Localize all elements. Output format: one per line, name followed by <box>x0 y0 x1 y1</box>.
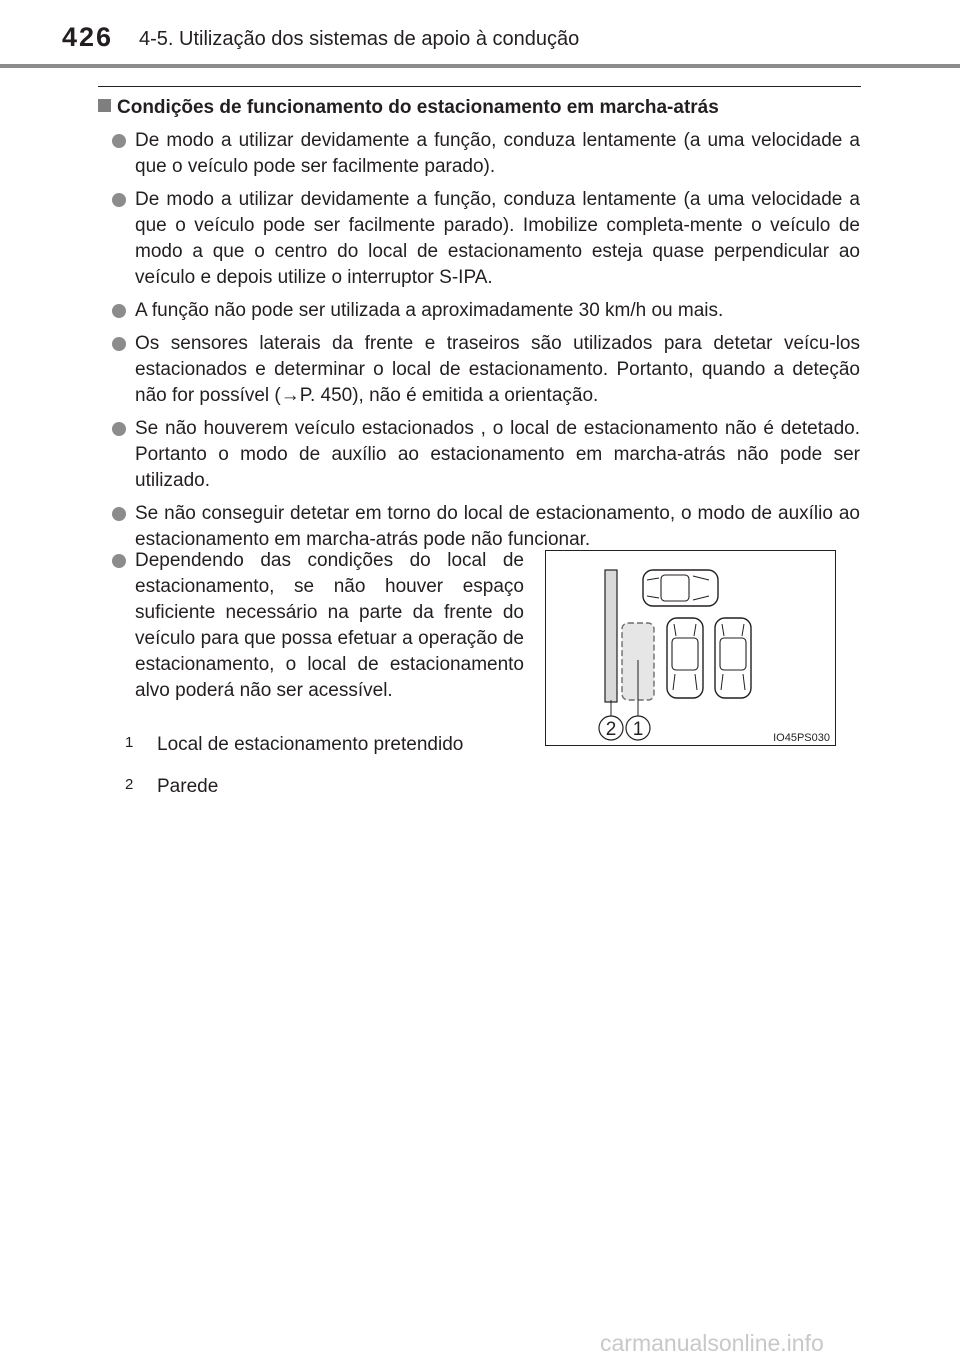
list-item <box>112 331 860 409</box>
car-icon <box>667 618 703 698</box>
heading-text: Condições de funcionamento do estacionamento em marcha-atrás <box>117 97 719 118</box>
bullet-dot-icon <box>112 554 126 568</box>
legend-number: 1 <box>125 734 134 751</box>
bullet-dot-icon <box>112 507 126 521</box>
list-item <box>112 128 860 180</box>
legend-label: Local de estacionamento pretendido <box>157 734 464 755</box>
parking-illustration <box>545 550 836 746</box>
car-icon <box>643 570 718 606</box>
list-item <box>112 416 860 494</box>
list-item <box>112 501 860 553</box>
wall-icon <box>605 570 617 702</box>
bullet-dot-icon <box>112 134 126 148</box>
bullet-text: Os sensores laterais da frente e traseiros são utilizados para detetar veícu-los estacionados e determinar o local de estacionamento. Portanto, quando a deteção não for possível (→P. 450), não é emitida a orientação. <box>135 333 860 406</box>
bullet-text: De modo a utilizar devidamente a função, conduza lentamente (a uma velocidade a que o veículo pode ser facilmente parado). Imobilize completa-mente o veículo de modo a que o centro do local de estacionamento esteja quase perpendicular ao veículo e depois utilize o interruptor S-IPA. <box>135 189 860 288</box>
square-bullet-icon <box>98 99 111 112</box>
callout-2-label: 2 <box>605 719 617 740</box>
bullet-dot-icon <box>112 422 126 436</box>
list-item <box>112 187 860 291</box>
bullet-text: A função não pode ser utilizada a aproximadamente 30 km/h ou mais. <box>135 300 724 321</box>
legend-number: 2 <box>125 776 134 793</box>
bullet-text: Dependendo das condições do local de estacionamento, se não houver espaço suficiente necessário na parte da frente do veículo para que possa efetuar a operação de estacionamento, o local de estacionamento alvo poderá não ser acessível. <box>135 550 524 701</box>
list-item <box>112 298 860 324</box>
legend-label: Parede <box>157 776 219 797</box>
page-number: 426 <box>62 22 114 52</box>
bullet-text: Se não conseguir detetar em torno do local de estacionamento, o modo de auxílio ao estacionamento em marcha-atrás pode não funcionar. <box>135 503 860 550</box>
bullet-text: Se não houverem veículo estacionados , o local de estacionamento não é detetado. Portanto o modo de auxílio ao estacionamento em marcha-atrás não pode ser utilizado. <box>135 418 860 491</box>
callout-1-label: 1 <box>632 719 644 740</box>
divider <box>98 86 861 87</box>
figure-code: IO45PS030 <box>773 732 830 744</box>
header-rule <box>0 64 960 68</box>
bullet-list <box>112 128 860 560</box>
subsection-heading <box>98 97 868 119</box>
bullet-dot-icon <box>112 304 126 318</box>
car-icon <box>715 618 751 698</box>
bullet-dot-icon <box>112 193 126 207</box>
page-header <box>0 0 960 70</box>
section-title: 4-5. Utilização dos sistemas de apoio à condução <box>139 28 580 50</box>
bullet-text: De modo a utilizar devidamente a função, conduza lentamente (a uma velocidade a que o veículo pode ser facilmente parado). <box>135 130 860 177</box>
bullet-dot-icon <box>112 337 126 351</box>
list-item <box>112 548 524 704</box>
watermark: carmanualsonline.info <box>600 1330 824 1356</box>
